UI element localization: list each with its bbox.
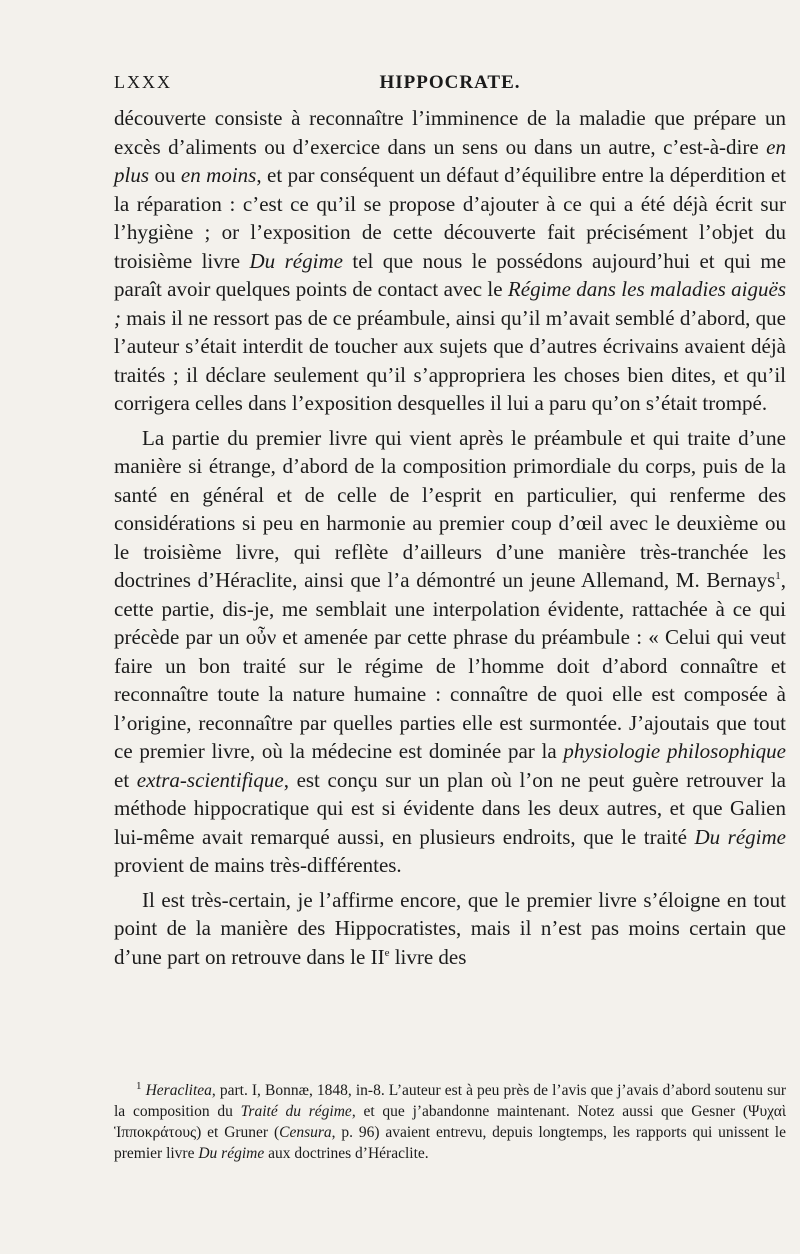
text-run: , p. 96) avaient entrevu, depuis longtemps, les rapports qui unissent le premier livre — [114, 1124, 786, 1162]
text-run: La partie du premier livre qui vient après le préambule et qui traite d’une manière si étrange, d’abord de la composition primordiale du corps, puis de la santé en général et de celle de l’esprit en particulier, qui renferme des considérations si peu en harmonie au premier coup d’œil avec le deuxième ou le troisième livre, qui reflète d’ailleurs d’une manière très-tranchée les doctrines d’Héraclite, ainsi que l’a démontré un jeune Allemand, M. Bernays — [114, 425, 786, 592]
text-run: découverte consiste à reconnaître l’imminence de la maladie que prépare un excès d’aliments ou d’exercice dans un sens ou dans un autre, c’est-à-dire — [114, 106, 786, 159]
page-number: LXXX — [114, 72, 172, 92]
text-run: mais il ne ressort pas de ce préambule, ainsi qu’il m’avait semblé d’abord, que l’auteur s’était interdit de toucher aux sujets que d’autres écrivains avaient déjà traités ; il déclare seulement qu’il s’appropriera les choses bien dites, et qu’il corrigera celles dans l’exposition desquelles il lui a paru qu’on s’était trompé. — [114, 305, 786, 415]
italic-text: Du régime — [694, 824, 786, 849]
text-run: , et que j’abandonne maintenant. Notez aussi que Gesner (Ψυχαὶ Ἱπποκράτους) et Gruner ( — [114, 1103, 786, 1141]
text-run: , part. I, Bonnæ, 1848, in-8. L’auteur est à peu près de l’avis que j’avais d’abord soutenu sur la composition du — [114, 1082, 787, 1120]
running-title: HIPPOCRATE. — [379, 72, 521, 93]
italic-text: en plus — [114, 134, 786, 187]
text-run: et — [114, 767, 137, 792]
italic-text: en moins — [180, 163, 257, 187]
superscript-marker: 1 — [136, 1079, 142, 1092]
paragraph-2 — [114, 424, 786, 880]
text-run: provient de mains très-différentes. — [114, 853, 402, 877]
page-header — [114, 72, 786, 96]
text-run: tel que nous le possédons aujourd’hui et qui me paraît avoir quelques points de contact avec le — [114, 248, 786, 301]
footnotes — [114, 1080, 786, 1164]
paragraph-3 — [114, 886, 786, 972]
italic-text: Du régime — [249, 248, 343, 273]
text-run: , est conçu sur un plan où l’on ne peut guère retrouver la méthode hippocratique qui est si évidente dans les deux autres, et que Galien lui-même avait remarqué aussi, en plusieurs endroits, que le traité — [114, 767, 787, 849]
italic-text: Régime dans les maladies aiguës ; — [114, 277, 786, 330]
text-run: Il est très-certain, je l’affirme encore, que le premier livre s’éloigne en tout point de la manière des Hippocratistes, mais il n’est pas moins certain que d’une part on retrouve dans le II — [114, 887, 786, 969]
italic-text: Heraclitea — [145, 1082, 212, 1099]
text-run: , et par conséquent un défaut d’équilibre entre la déperdition et la réparation : c’est ce qu’il se propose d’ajouter à ce qui a été déjà écrit sur l’hygiène ; or l’exposition de cette découverte fait précisément l’objet du troisième livre — [114, 163, 786, 273]
main-text — [114, 104, 786, 971]
superscript-marker: 1 — [775, 570, 781, 582]
text-run: livre des — [389, 944, 467, 969]
text-run: ou — [149, 163, 181, 187]
paragraph-1 — [114, 104, 786, 418]
text-run: aux doctrines d’Héraclite. — [264, 1145, 429, 1162]
italic-text: extra-scientifique — [136, 767, 284, 792]
italic-text: Traité du régime — [240, 1103, 352, 1120]
footnote-1 — [114, 1080, 786, 1164]
italic-text: physiologie philosophique — [563, 739, 786, 763]
superscript-marker: e — [384, 946, 390, 959]
italic-text: Censura — [279, 1124, 332, 1141]
italic-text: Du régime — [198, 1145, 265, 1162]
text-run: , cette partie, dis-je, me semblait une interpolation évidente, rattachée à ce qui précède par un οὖν et amenée par cette phrase du préambule : « Celui qui veut faire un bon traité sur le régime de l’homme doit d’abord connaître et reconnaître toute la nature humaine : connaître de quoi elle est composée à l’origine, reconnaître par quelles parties elle est surmontée. J’ajoutais que tout ce premier livre, où la médecine est dominée par la — [114, 568, 786, 763]
